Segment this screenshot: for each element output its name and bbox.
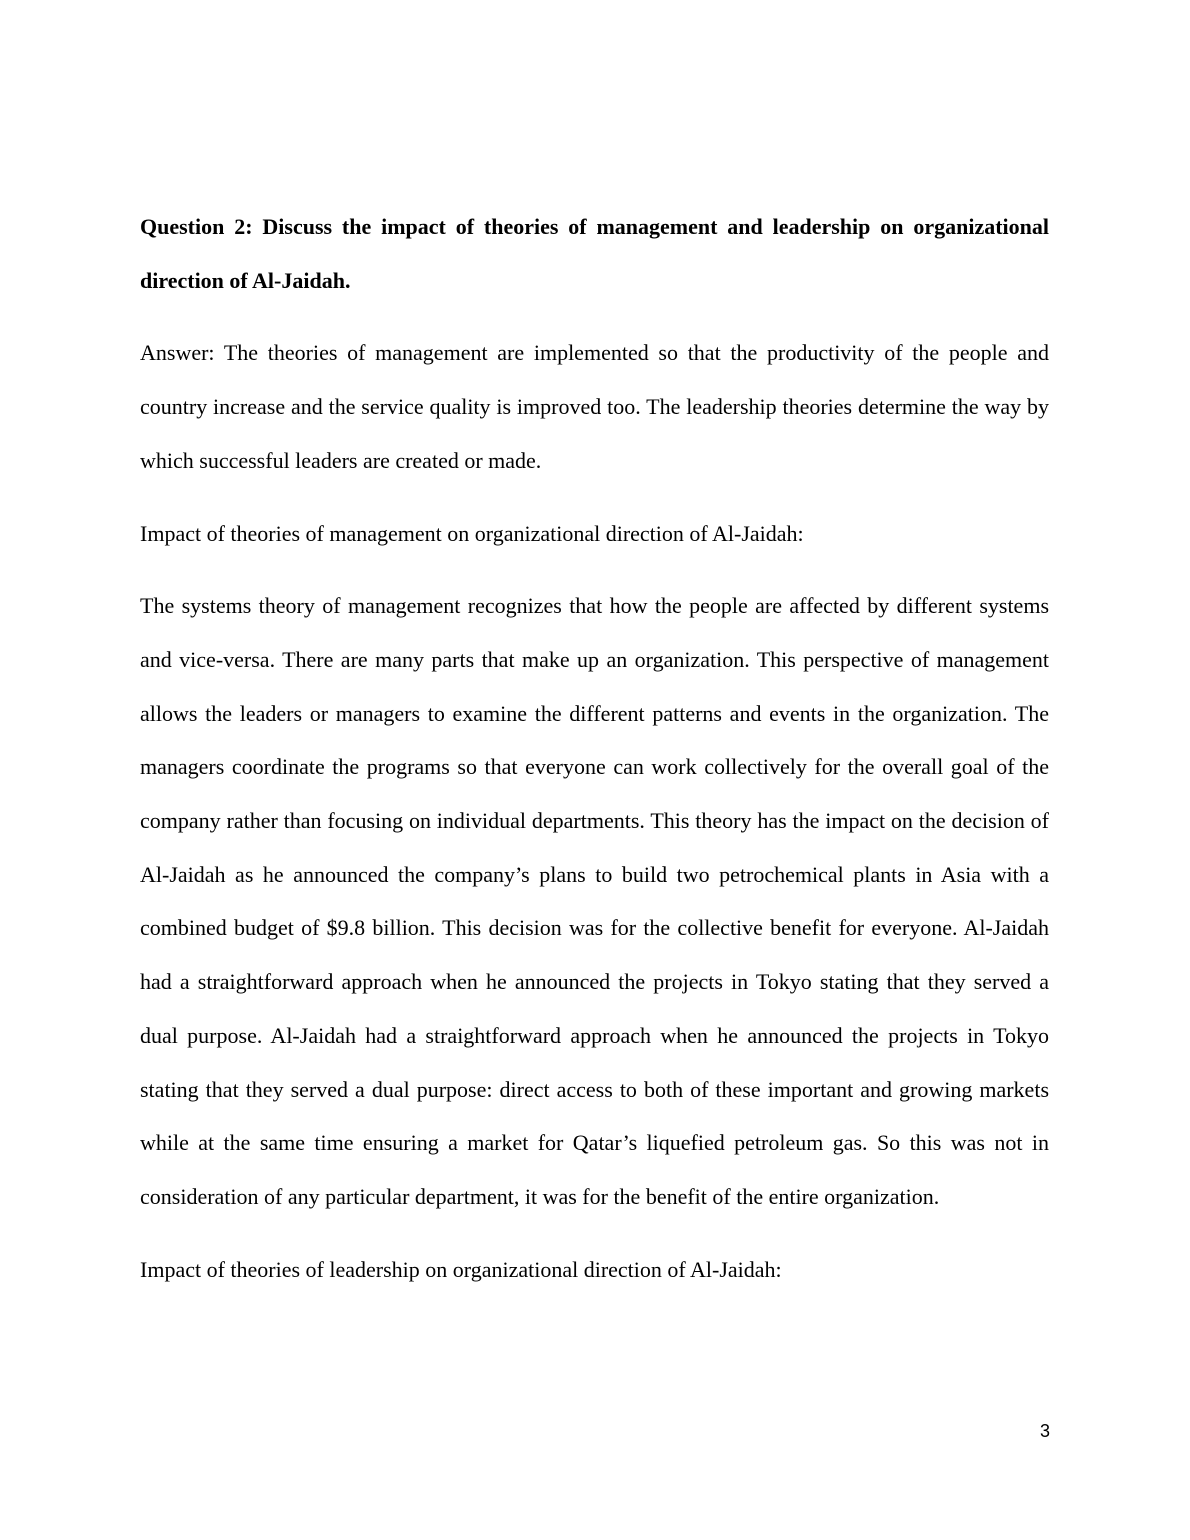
page-content [140, 200, 1049, 1315]
page-number: 3 [1039, 1421, 1050, 1441]
leadership-subheading: Impact of theories of leadership on organizational direction of Al-Jaidah: [140, 1256, 782, 1282]
systems-theory-paragraph: The systems theory of management recognizes that how the people are affected by different systems and vice-versa. There are many parts that make up an organization. This perspective of management allows the leaders or managers to examine the different patterns and events in the organization. The managers coordinate the programs so that everyone can work collectively for the overall goal of the company rather than focusing on individual departments. This theory has the impact on the decision of Al-Jaidah as he announced the company’s plans to build two petrochemical plants in Asia with a combined budget of $9.8 billion. This decision was for the collective benefit for everyone. Al-Jaidah had a straightforward approach when he announced the projects in Tokyo stating that they served a dual purpose. Al-Jaidah had a straightforward approach when he announced the projects in Tokyo stating that they served a dual purpose: direct access to both of these important and growing markets while at the same time ensuring a market for Qatar’s liquefied petroleum gas. So this was not in consideration of any particular department, it was for the benefit of the entire organization. [140, 593, 1049, 1209]
management-subheading: Impact of theories of management on organizational direction of Al-Jaidah: [140, 520, 804, 546]
question-heading: Question 2: Discuss the impact of theories of management and leadership on organizational direction of Al-Jaidah. [140, 214, 1049, 293]
answer-paragraph: Answer: The theories of management are implemented so that the productivity of the people and country increase and the service quality is improved too. The leadership theories determine the way by which successful leaders are created or made. [140, 340, 1049, 473]
